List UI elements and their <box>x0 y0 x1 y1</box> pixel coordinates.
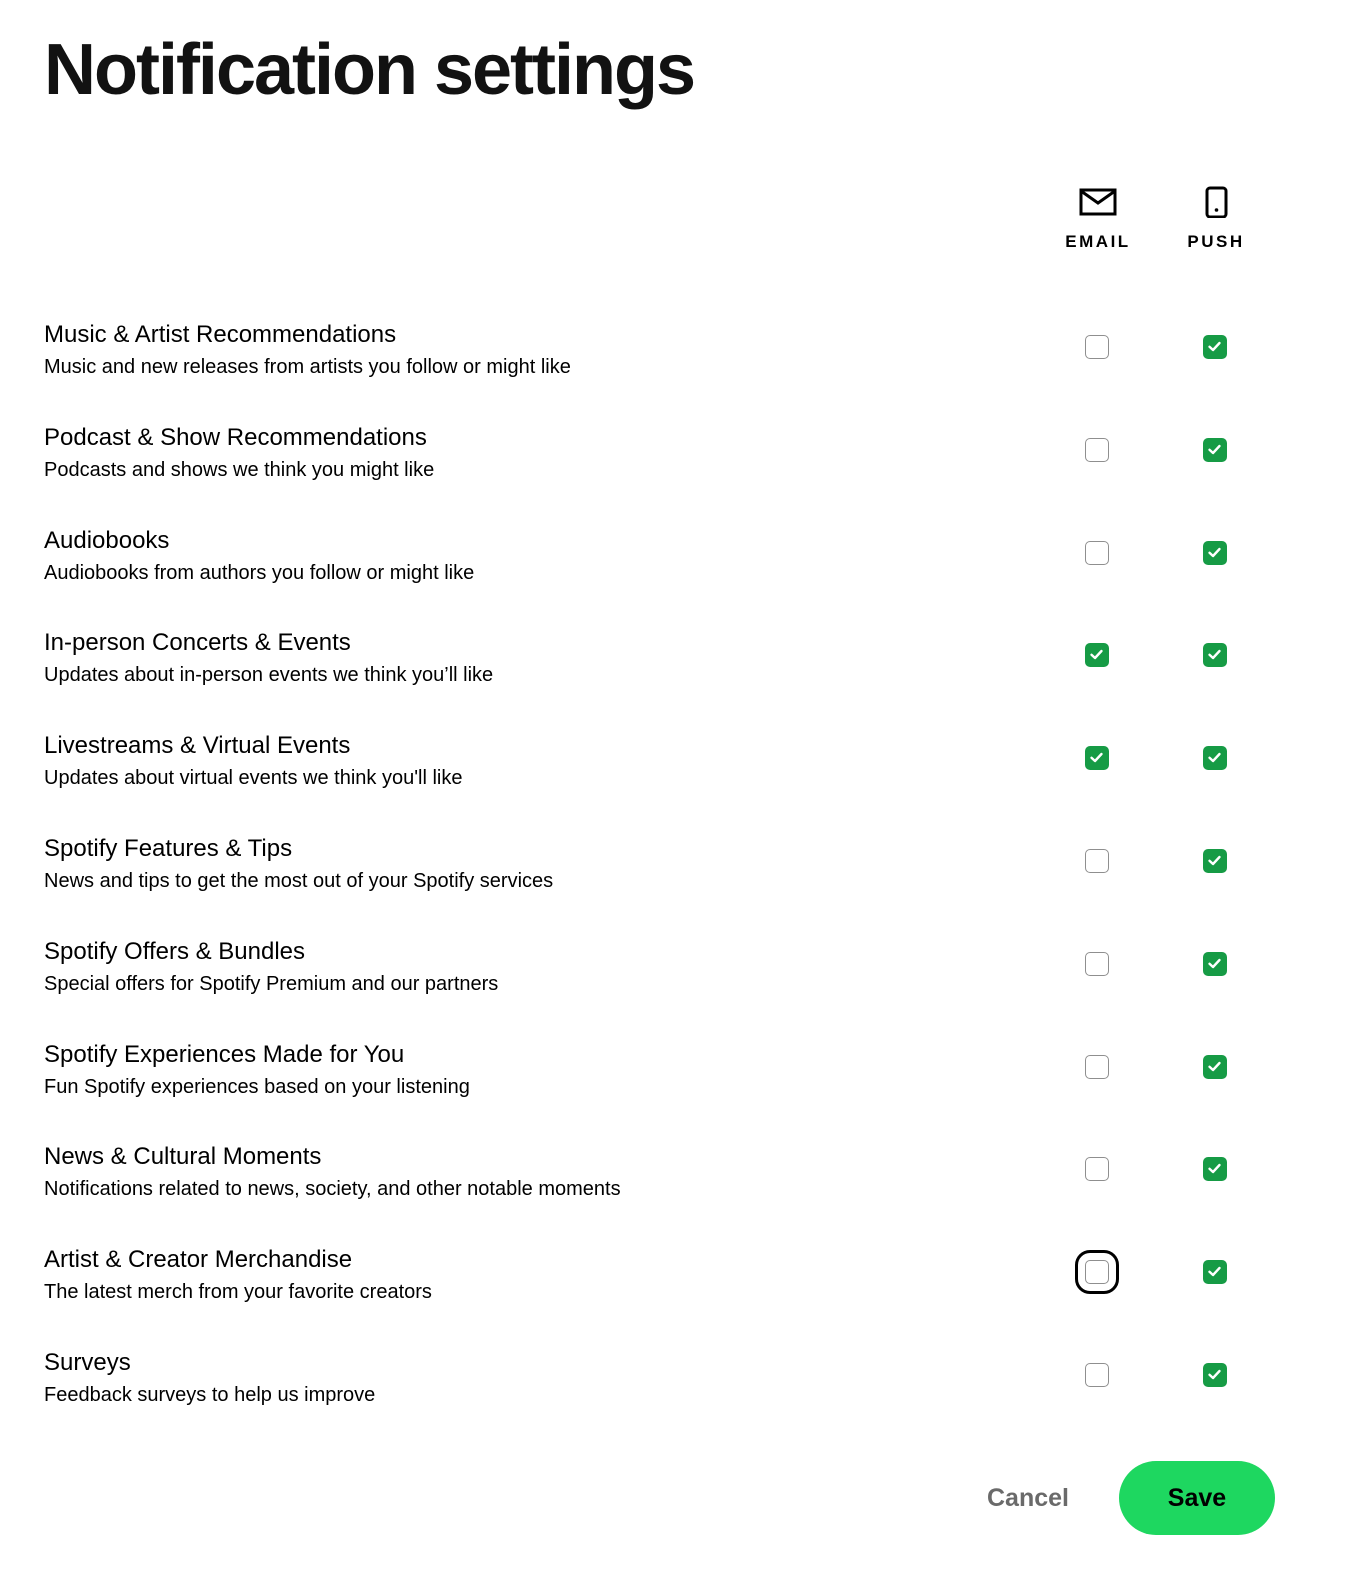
email-checkbox[interactable] <box>1085 1055 1109 1079</box>
row-description: The latest merch from your favorite creators <box>44 1281 432 1304</box>
push-checkbox[interactable] <box>1203 849 1227 873</box>
row-title: Spotify Features & Tips <box>44 835 293 862</box>
checkmark-icon <box>1089 647 1104 662</box>
row-title: Livestreams & Virtual Events <box>44 732 351 760</box>
cancel-button[interactable]: Cancel <box>970 1476 1086 1520</box>
checkmark-icon <box>1207 1264 1222 1279</box>
checkmark-icon <box>1207 1059 1222 1074</box>
row-description: Podcasts and shows we think you might like <box>44 458 435 481</box>
email-checkbox[interactable] <box>1085 643 1109 667</box>
email-checkbox[interactable] <box>1085 1363 1109 1387</box>
notification-row <box>44 318 1284 408</box>
row-description: Fun Spotify experiences based on your listening <box>44 1075 470 1098</box>
checkmark-icon <box>1207 956 1222 971</box>
row-description: Music and new releases from artists you follow or might like <box>44 356 571 378</box>
row-description: Updates about virtual events we think you'll like <box>44 767 463 790</box>
notification-row <box>44 935 1284 1025</box>
row-description: Audiobooks from authors you follow or might like <box>44 561 475 584</box>
envelope-icon <box>1079 186 1117 218</box>
push-checkbox[interactable] <box>1203 1055 1227 1079</box>
push-checkbox[interactable] <box>1203 541 1227 565</box>
row-title: Artist & Creator Merchandise <box>44 1246 353 1274</box>
email-checkbox[interactable] <box>1085 541 1109 565</box>
push-checkbox[interactable] <box>1203 1157 1227 1181</box>
notification-row <box>44 421 1284 511</box>
push-checkbox[interactable] <box>1203 335 1227 359</box>
notification-row <box>44 626 1284 716</box>
email-checkbox[interactable] <box>1085 952 1109 976</box>
push-checkbox[interactable] <box>1203 643 1227 667</box>
row-description: Special offers for Spotify Premium and our partners <box>44 972 499 995</box>
checkmark-icon <box>1207 545 1222 560</box>
push-checkbox[interactable] <box>1203 746 1227 770</box>
email-checkbox[interactable] <box>1085 438 1109 462</box>
page-title: Notification settings <box>44 30 695 110</box>
row-title: Spotify Offers & Bundles <box>44 937 306 965</box>
push-column-label: PUSH <box>1187 232 1245 251</box>
row-title: Surveys <box>44 1349 131 1376</box>
email-column-label: EMAIL <box>1065 232 1131 251</box>
row-description: Notifications related to news, society, and other notable moments <box>44 1178 621 1201</box>
checkmark-icon <box>1207 339 1222 354</box>
checkmark-icon <box>1207 442 1222 457</box>
notification-row <box>44 1346 1284 1436</box>
checkmark-icon <box>1207 853 1222 868</box>
row-title: Podcast & Show Recommendations <box>44 423 427 451</box>
checkmark-icon <box>1089 750 1104 765</box>
notification-row <box>44 1038 1284 1128</box>
email-checkbox[interactable] <box>1085 849 1109 873</box>
push-checkbox[interactable] <box>1203 952 1227 976</box>
row-title: Audiobooks <box>44 526 170 554</box>
row-description: Feedback surveys to help us improve <box>44 1384 376 1406</box>
email-checkbox[interactable] <box>1085 335 1109 359</box>
push-column-header <box>1156 186 1276 252</box>
email-checkbox[interactable] <box>1085 1157 1109 1181</box>
email-checkbox[interactable] <box>1085 746 1109 770</box>
notification-row <box>44 729 1284 819</box>
push-checkbox[interactable] <box>1203 1260 1227 1284</box>
checkmark-icon <box>1207 750 1222 765</box>
checkmark-icon <box>1207 1367 1222 1382</box>
row-title: News & Cultural Moments <box>44 1143 322 1171</box>
notification-row <box>44 832 1284 922</box>
checkmark-icon <box>1207 1161 1222 1176</box>
row-title: Music & Artist Recommendations <box>44 321 397 348</box>
save-button[interactable]: Save <box>1119 1461 1275 1535</box>
checkmark-icon <box>1207 647 1222 662</box>
row-title: Spotify Experiences Made for You <box>44 1040 405 1068</box>
row-description: News and tips to get the most out of your Spotify services <box>44 870 554 892</box>
phone-icon <box>1197 186 1235 218</box>
email-column-header <box>1038 186 1158 252</box>
email-checkbox[interactable] <box>1085 1260 1109 1284</box>
notification-row <box>44 524 1284 614</box>
notification-row <box>44 1243 1284 1333</box>
push-checkbox[interactable] <box>1203 1363 1227 1387</box>
notification-row <box>44 1140 1284 1230</box>
row-description: Updates about in-person events we think you’ll like <box>44 664 494 687</box>
push-checkbox[interactable] <box>1203 438 1227 462</box>
row-title: In-person Concerts & Events <box>44 629 351 657</box>
